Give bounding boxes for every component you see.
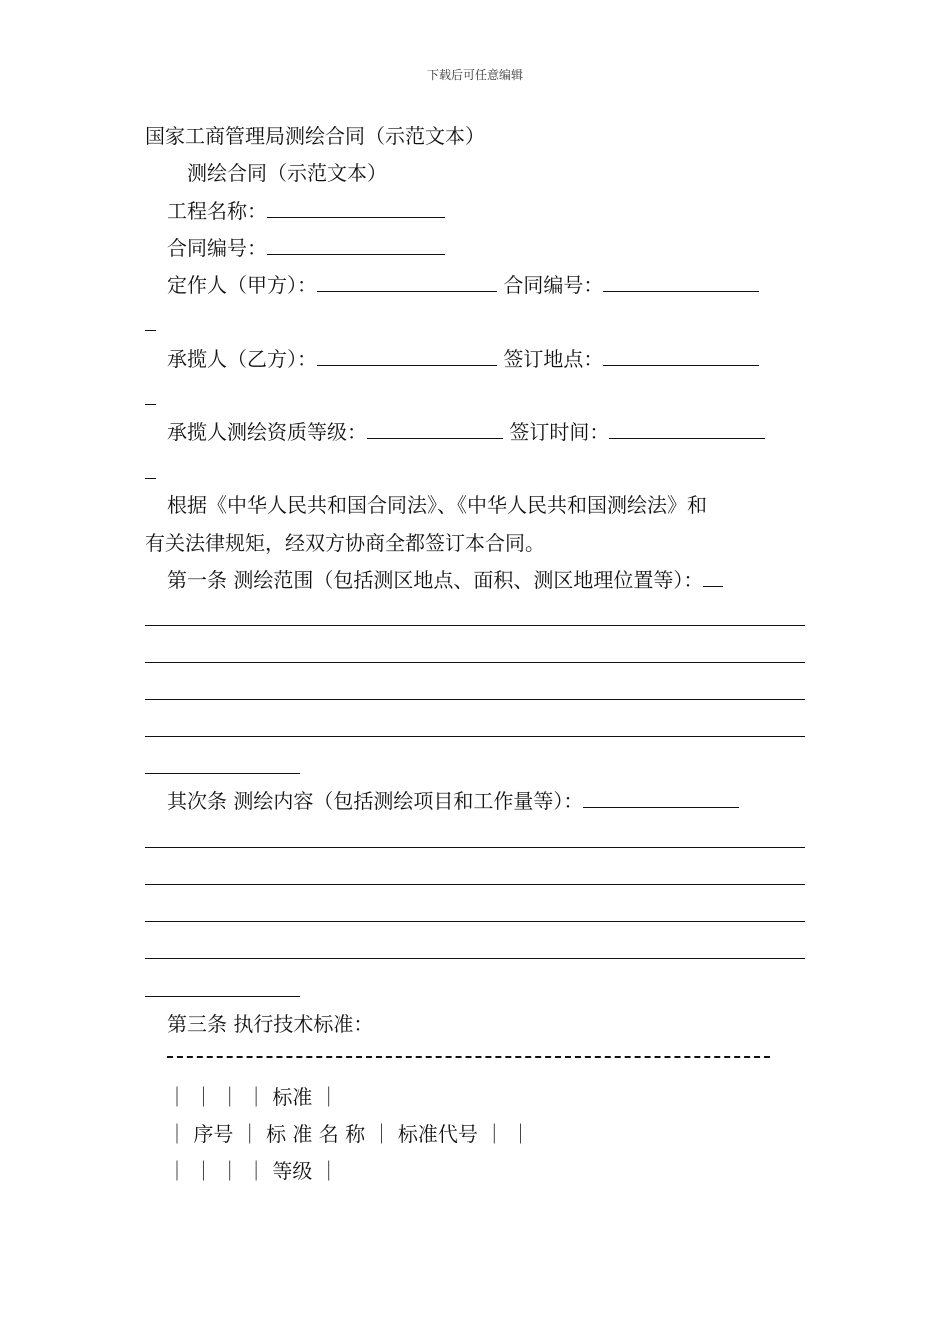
article-1-line: [145, 566, 805, 594]
table-row: ｜ ｜ ｜ ｜ 等级 ｜: [167, 1159, 339, 1183]
qualification-line: [145, 418, 805, 446]
contract-no-blank-2[interactable]: [603, 273, 759, 292]
table-row: ｜ 序号 ｜ 标 准 名 称 ｜ 标准代号 ｜ ｜: [167, 1122, 531, 1146]
article-1-heading: 第一条 测绘范围（包括测区地点、面积、测区地理位置等）：: [167, 568, 704, 592]
party-b-line: [145, 345, 805, 373]
article-1-blank-line[interactable]: [145, 699, 805, 700]
article-2-blank-start[interactable]: [583, 789, 739, 808]
party-b-label: 承揽人（乙方）：: [167, 347, 317, 371]
project-name-blank[interactable]: [267, 199, 445, 218]
blank-continuation: [145, 478, 156, 479]
party-b-blank[interactable]: [317, 347, 497, 366]
blank-continuation: [145, 404, 156, 405]
table-top-border: [167, 1056, 770, 1058]
header-note: 下载后可任意编辑: [426, 68, 523, 82]
article-2-heading: 其次条 测绘内容（包括测绘项目和工作量等）：: [167, 789, 584, 813]
article-2-blank-line[interactable]: [145, 958, 805, 959]
qualification-label: 承揽人测绘资质等级：: [167, 420, 367, 444]
article-2-line: [145, 787, 805, 815]
sign-place-label: 签订地点：: [503, 347, 604, 371]
document-subtitle: 测绘合同（示范文本）: [187, 161, 387, 185]
document-title: 国家工商管理局测绘合同（示范文本）: [145, 124, 485, 148]
project-name-line: [145, 197, 805, 225]
contract-no-line: [145, 234, 805, 262]
party-a-blank[interactable]: [317, 273, 497, 292]
preamble-line-2: 有关法律规矩，经双方协商全都签订本合同。: [145, 531, 545, 555]
article-1-blank-line[interactable]: [145, 736, 805, 737]
qualification-blank[interactable]: [367, 420, 503, 439]
party-a-line: [145, 271, 805, 299]
article-2-blank-line[interactable]: [145, 921, 805, 922]
sign-time-label: 签订时间：: [509, 420, 610, 444]
contract-no-label-2: 合同编号：: [503, 273, 604, 297]
article-1-blank-line[interactable]: [145, 773, 300, 774]
article-1-blank-line[interactable]: [145, 662, 805, 663]
blank-continuation: [145, 330, 156, 331]
table-row: ｜ ｜ ｜ ｜ 标准 ｜: [167, 1085, 339, 1109]
sign-place-blank[interactable]: [603, 347, 759, 366]
party-a-label: 定作人（甲方）：: [167, 273, 317, 297]
article-1-blank-line[interactable]: [145, 625, 805, 626]
article-1-blank-start[interactable]: [703, 568, 723, 587]
article-2-blank-line[interactable]: [145, 996, 300, 997]
sign-time-blank[interactable]: [609, 420, 765, 439]
preamble-line-1: 根据《中华人民共和国合同法》、《中华人民共和国测绘法》和: [167, 493, 707, 517]
project-name-label: 工程名称：: [167, 199, 267, 223]
contract-no-label: 合同编号：: [167, 236, 267, 260]
article-2-blank-line[interactable]: [145, 884, 805, 885]
article-3-heading: 第三条 执行技术标准：: [167, 1012, 374, 1036]
contract-no-blank[interactable]: [267, 236, 445, 255]
article-2-blank-line[interactable]: [145, 847, 805, 848]
